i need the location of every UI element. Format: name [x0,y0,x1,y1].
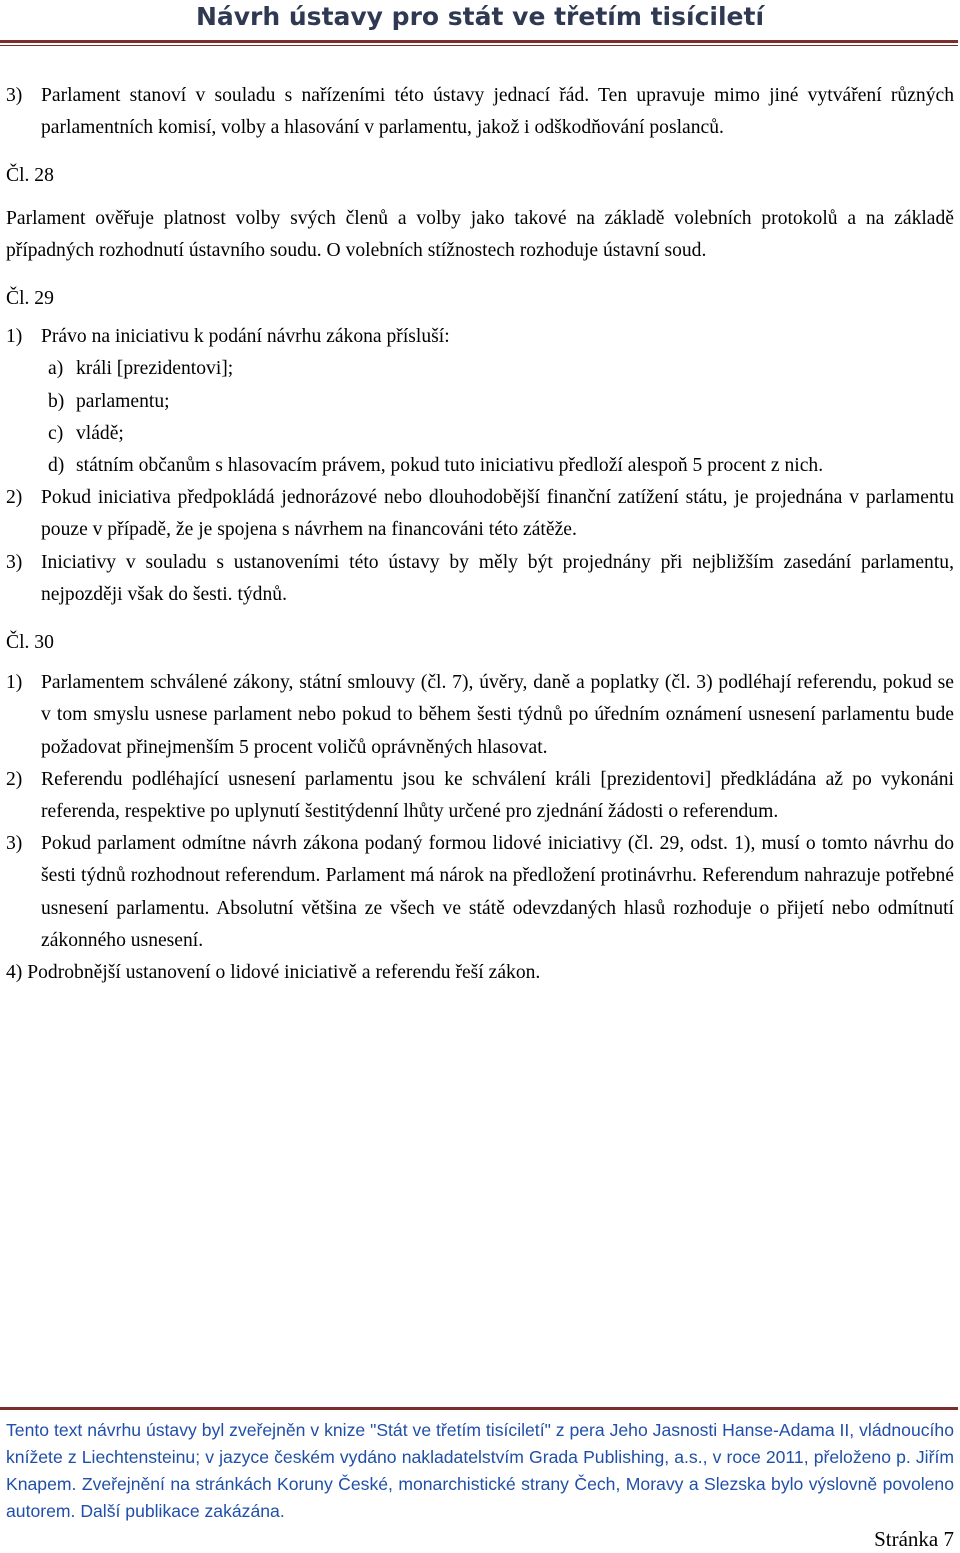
item-text: Referendu podléhající usnesení parlamentu jsou ke schválení králi [prezidentovi] předkládána až po vykonáni referenda, respektive po uplynutí šestitýdenní lhůty určené pro zjednání žádosti o referendum. [41,768,954,823]
sub-item [6,450,954,482]
item-number: 3) [6,551,23,573]
sub-item-text: vládě; [76,422,124,444]
header-rule-thick [0,40,958,43]
sub-item-letter: b) [48,390,65,412]
sub-item-letter: d) [48,455,65,477]
sub-item [6,418,954,450]
paragraph: Parlament ověřuje platnost volby svých členů a volby jako takové na základě volebních protokolů a na základě případných rozhodnutí ústavního soudu. O volebních stížnostech rozhoduje ústavní soud. [6,207,954,261]
article-heading: Čl. 29 [6,288,54,310]
sub-item [6,353,954,385]
sub-item-letter: c) [48,422,64,444]
footer-rule [0,1407,958,1410]
article-heading: Čl. 28 [6,165,54,187]
sub-item [6,386,954,418]
item-number: 2) [6,487,23,509]
numbered-item [6,667,954,764]
item-text: Iniciativy v souladu s ustanoveními této ústavy by měly být projednány při nejbližším zasedání parlamentu, nejpozději však do šesti. týdnů. [41,551,954,605]
item-text: Právo na iniciativu k podání návrhu zákona přísluší: [41,326,450,348]
item-number: 1) [6,672,23,694]
item-number: 1) [6,326,23,348]
page-header [0,0,960,44]
numbered-item [6,482,954,546]
article-heading: Čl. 30 [6,632,54,654]
item-number: 2) [6,768,23,790]
numbered-item [6,547,954,611]
item-number: 3) [6,833,23,855]
item-text: Pokud parlament odmítne návrh zákona podaný formou lidové iniciativy (čl. 29, odst. 1), musí o tomto návrhu do šesti týdnů rozhodnout referendum. Parlament má nárok na předložení protinávrhu. Referendum nahrazuje potřebné usnesení parlamentu. Absolutní většina ze všech ve státě odevzdaných hlasů rozhoduje o přijetí nebo odmítnutí zákonného usnesení. [41,833,954,951]
item-text: Pokud iniciativa předpokládá jednorázové nebo dlouhodobější finanční zatížení státu, je projednána v parlamentu pouze v případě, že je spojena s návrhem na financováni této zátěže. [41,487,954,541]
sub-item-text: parlamentu; [76,390,170,412]
sub-item-letter: a) [48,358,64,380]
sub-item-text: králi [prezidentovi]; [76,358,234,380]
numbered-item [6,80,954,144]
numbered-item [6,321,954,353]
header-rule-thin [0,45,958,46]
numbered-item [6,764,954,828]
numbered-item [6,828,954,957]
item-number: 3) [6,85,23,106]
closing-line: 4) Podrobnější ustanovení o lidové iniciativě a referendu řeší zákon. [6,962,541,984]
item-text: Parlamentem schválené zákony, státní smlouvy (čl. 7), úvěry, daně a poplatky (čl. 3) podléhají referendu, pokud se v tom smyslu usnese parlament nebo pokud to během šesti týdnů po úředním oznámení usnesení parlamentu bude požadovat přinejmenším 5 procent voličů oprávněných hlasovat. [41,672,954,758]
footer-note: Tento text návrhu ústavy byl zveřejněn v knize "Stát ve třetím tisíciletí" z pera Jeho Jasnosti Hanse-Adama II, vládnoucího knížete z Liechtensteinu; v jazyce českém vydáno nakladatelstvím Grada Publishing, a.s., v roce 2011, přeloženo p. Jiřím Knapem. Zveřejnění na stránkách Koruny České, monarchistické strany Čech, Moravy a Slezska bylo výslovně povoleno autorem. Další publikace zakázána. [6,1420,954,1521]
sub-item-text: státním občanům s hlasovacím právem, pokud tuto iniciativu předloží alespoň 5 procent z nich. [76,455,824,477]
document-title: Návrh ústavy pro stát ve třetím tisíciletí [195,2,765,31]
document-body [6,80,954,989]
page-number: Stránka 7 [874,1527,954,1551]
item-text: Parlament stanoví v souladu s nařízeními této ústavy jednací řád. Ten upravuje mimo jiné vytváření různých parlamentních komisí, volby a hlasování v parlamentu, jakož i odškodňování poslanců. [41,85,954,139]
